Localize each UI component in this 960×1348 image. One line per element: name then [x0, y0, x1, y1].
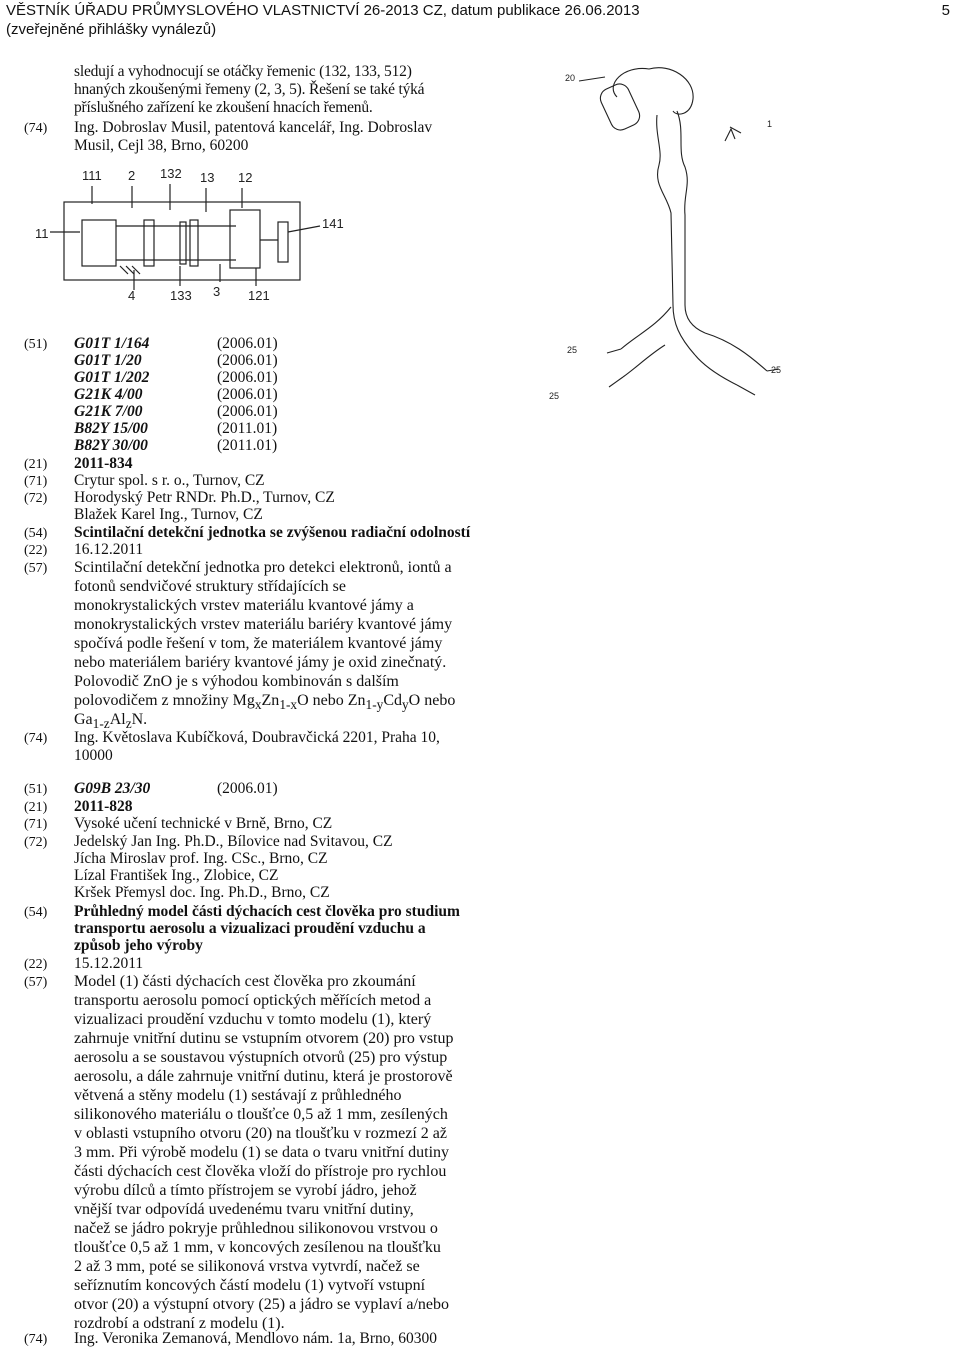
formula-sub: 1-x	[279, 697, 298, 713]
applicant: Vysoké učení technické v Brně, Brno, CZ	[74, 815, 333, 832]
formula-text: polovodičem z množiny Mg	[74, 692, 255, 709]
field-code-74: (74)	[24, 1332, 48, 1347]
filing-date: 15.12.2011	[74, 955, 144, 972]
inventor: Jícha Miroslav prof. Ing. CSc., Brno, CZ	[74, 850, 328, 867]
ipc-version: (2006.01)	[217, 386, 278, 403]
agent-line: Musil, Cejl 38, Brno, 60200	[74, 137, 249, 154]
abstract-line: monokrystalických vrstev materiálu bariéry kvantové jámy	[74, 616, 453, 633]
ipc-version: (2006.01)	[217, 369, 278, 386]
ipc-version: (2006.01)	[217, 335, 278, 352]
abstract-line: rozdrobí a odstraní z modelu (1).	[74, 1315, 285, 1332]
formula-sub: x	[254, 697, 262, 713]
ipc-code: B82Y 30/00	[74, 437, 148, 454]
field-code-57: (57)	[24, 975, 48, 990]
abstract-line: fotonů sendvičové struktury střídajících se	[74, 578, 346, 595]
application-number: 2011-828	[74, 798, 133, 815]
invention-title-line: transportu aerosolu a vizualizaci proudění vzduchu a	[74, 920, 426, 937]
figure-label: 3	[213, 284, 221, 299]
invention-title-line: způsob jeho výroby	[74, 937, 203, 954]
figure-label: 25	[567, 345, 578, 355]
application-number: 2011-834	[74, 455, 133, 472]
abstract-line: otvor (20) a výstupní otvory (25) a jádro se vyplaví a/nebo	[74, 1296, 450, 1313]
ipc-code: B82Y 15/00	[74, 420, 148, 437]
figure-label: 12	[238, 170, 253, 185]
ipc-code: G21K 7/00	[74, 403, 143, 420]
formula-sub: z	[125, 716, 132, 732]
filing-date: 16.12.2011	[74, 541, 144, 558]
formula-text: N.	[131, 711, 148, 728]
ipc-version: (2006.01)	[217, 352, 278, 369]
abstract-line: hnaných zkoušenými řemeny (2, 3, 5). Řešení se také týká	[74, 81, 425, 98]
abstract-line: načež se jádro pokryje průhlednou silikonovou vrstvou o	[74, 1220, 438, 1237]
ipc-code: G01T 1/202	[74, 369, 150, 386]
figure-label: 111	[82, 168, 102, 183]
field-code-22: (22)	[24, 543, 48, 558]
inventor: Blažek Karel Ing., Turnov, CZ	[74, 506, 263, 523]
inventor: Jedelský Jan Ing. Ph.D., Bílovice nad Svitavou, CZ	[74, 833, 393, 850]
abstract-line: části dýchacích cest člověka vloží do přístroje pro rychlou	[74, 1163, 447, 1180]
abstract-line: nebo materiálem bariéry kvantové jámy je oxid zinečnatý.	[74, 654, 447, 671]
abstract-line: 2 až 3 mm, poté se silikonová vrstva vytvrdí, načež se	[74, 1258, 420, 1275]
ipc-code: G01T 1/20	[74, 352, 142, 369]
ipc-code: G01T 1/164	[74, 335, 150, 352]
formula-text: Al	[109, 711, 126, 728]
inventor: Horodyský Petr RNDr. Ph.D., Turnov, CZ	[74, 489, 335, 506]
agent-line: Ing. Dobroslav Musil, patentová kancelář, Ing. Dobroslav	[74, 119, 433, 136]
abstract-line: aerosolu a se soustavou výstupních otvorů (25) pro výstup	[74, 1049, 448, 1066]
field-code-51: (51)	[24, 337, 48, 352]
abstract-line: Polovodič ZnO je s výhodou kombinován s dalším	[74, 673, 399, 690]
figure-label: 121	[248, 288, 270, 303]
invention-title: Scintilační detekční jednotka se zvýšenou radiační odolností	[74, 524, 471, 541]
abstract-line: tloušťce 0,5 až 1 mm, v koncových zesílenou na tloušťku	[74, 1239, 441, 1256]
figure-label: 133	[170, 288, 192, 303]
figure-label: 20	[565, 73, 576, 83]
field-code-54: (54)	[24, 905, 48, 920]
abstract-line: transportu aerosolu pomocí optických měřících metod a	[74, 992, 432, 1009]
ipc-version: (2011.01)	[217, 420, 278, 437]
figure-label: 4	[128, 288, 136, 303]
abstract-line: seříznutím koncových částí modelu (1) vytvoří vstupní	[74, 1277, 426, 1294]
invention-title-line: Průhledný model části dýchacích cest člověka pro studium	[74, 903, 460, 920]
ipc-version: (2006.01)	[217, 780, 278, 797]
figure-label: 2	[128, 168, 136, 183]
formula-sub: y	[401, 697, 409, 713]
field-code-74: (74)	[24, 121, 48, 136]
abstract-line: sledují a vyhodnocují se otáčky řemenic (132, 133, 512)	[74, 63, 412, 80]
figure-label: 132	[160, 166, 182, 181]
figure-label: 13	[200, 170, 215, 185]
field-code-74: (74)	[24, 731, 48, 746]
abstract-line: větvená a stěny modelu (1) sestávají z průhledného	[74, 1087, 402, 1104]
page-number: 5	[941, 2, 950, 19]
inventor: Lízal František Ing., Zlobice, CZ	[74, 867, 279, 884]
field-code-71: (71)	[24, 817, 48, 832]
formula-text: Cd	[383, 692, 402, 709]
ipc-code: G21K 4/00	[74, 386, 143, 403]
airway-model-drawing	[545, 55, 810, 420]
abstract-line: 3 mm. Při výrobě modelu (1) se data o tvaru vnitřní dutiny	[74, 1144, 450, 1161]
abstract-line: Scintilační detekční jednotka pro detekci elektronů, iontů a	[74, 559, 452, 576]
figure-label: 25	[771, 365, 782, 375]
formula-text: O nebo	[408, 692, 456, 709]
formula-text: Zn	[261, 692, 280, 709]
formula-sub: 1-z	[92, 716, 110, 732]
abstract-line: vnější tvar odpovídá uvedenému tvaru vnitřní dutiny,	[74, 1201, 414, 1218]
formula-text: Ga	[74, 711, 93, 728]
abstract-line: silikonového materiálu o tloušťce 0,5 až 1 mm, zesílených	[74, 1106, 448, 1123]
abstract-line: vizualizaci proudění vzduchu v tomto modelu (1), který	[74, 1011, 432, 1028]
field-code-57: (57)	[24, 561, 48, 576]
abstract-line: Model (1) části dýchacích cest člověka pro zkoumání	[74, 973, 416, 990]
abstract-line: v oblasti vstupního otvoru (20) na tloušťku v rozmezí 2 až	[74, 1125, 447, 1142]
agent-line: 10000	[74, 747, 113, 764]
abstract-line: výrobu dílců a tímto přístrojem se vyrobí jádro, jehož	[74, 1182, 417, 1199]
abstract-line: spočívá podle řešení v tom, že materiálem kvantové jámy	[74, 635, 443, 652]
abstract-line: zahrnuje vnitřní dutinu se vstupním otvorem (20) pro vstup	[74, 1030, 454, 1047]
ipc-version: (2006.01)	[217, 403, 278, 420]
abstract-line: aerosolu, a dále zahrnuje vnitřní dutinu, která je prostorově	[74, 1068, 453, 1085]
abstract-line: monokrystalických vrstev materiálu kvantové jámy a	[74, 597, 414, 614]
field-code-22: (22)	[24, 957, 48, 972]
ipc-version: (2011.01)	[217, 437, 278, 454]
field-code-54: (54)	[24, 526, 48, 541]
figure-label: 11	[35, 226, 49, 241]
inventor: Kršek Přemysl doc. Ing. Ph.D., Brno, CZ	[74, 884, 330, 901]
field-code-72: (72)	[24, 491, 48, 506]
journal-title: VĚSTNÍK ÚŘADU PRŮMYSLOVÉHO VLASTNICTVÍ 26-2013 CZ, datum publikace 26.06.2013	[6, 2, 640, 19]
applicant: Crytur spol. s r. o., Turnov, CZ	[74, 472, 265, 489]
figure-label: 1	[767, 119, 773, 129]
formula-text: O nebo Zn	[297, 692, 366, 709]
agent-line: Ing. Květoslava Kubíčková, Doubravčická 2201, Praha 10,	[74, 729, 440, 746]
formula-sub: 1-y	[365, 697, 384, 713]
field-code-51: (51)	[24, 782, 48, 797]
journal-subtitle: (zveřejněné přihlášky vynálezů)	[6, 21, 217, 38]
abstract-line: příslušného zařízení ke zkoušení hnacích řemenů.	[74, 99, 373, 116]
ipc-code: G09B 23/30	[74, 780, 151, 797]
agent-line: Ing. Veronika Zemanová, Mendlovo nám. 1a, Brno, 60300	[74, 1330, 438, 1347]
figure-label: 25	[549, 391, 560, 401]
field-code-21: (21)	[24, 457, 48, 472]
field-code-71: (71)	[24, 474, 48, 489]
field-code-72: (72)	[24, 835, 48, 850]
field-code-21: (21)	[24, 800, 48, 815]
belt-tester-diagram	[30, 160, 360, 305]
figure-label: 141	[322, 216, 344, 231]
